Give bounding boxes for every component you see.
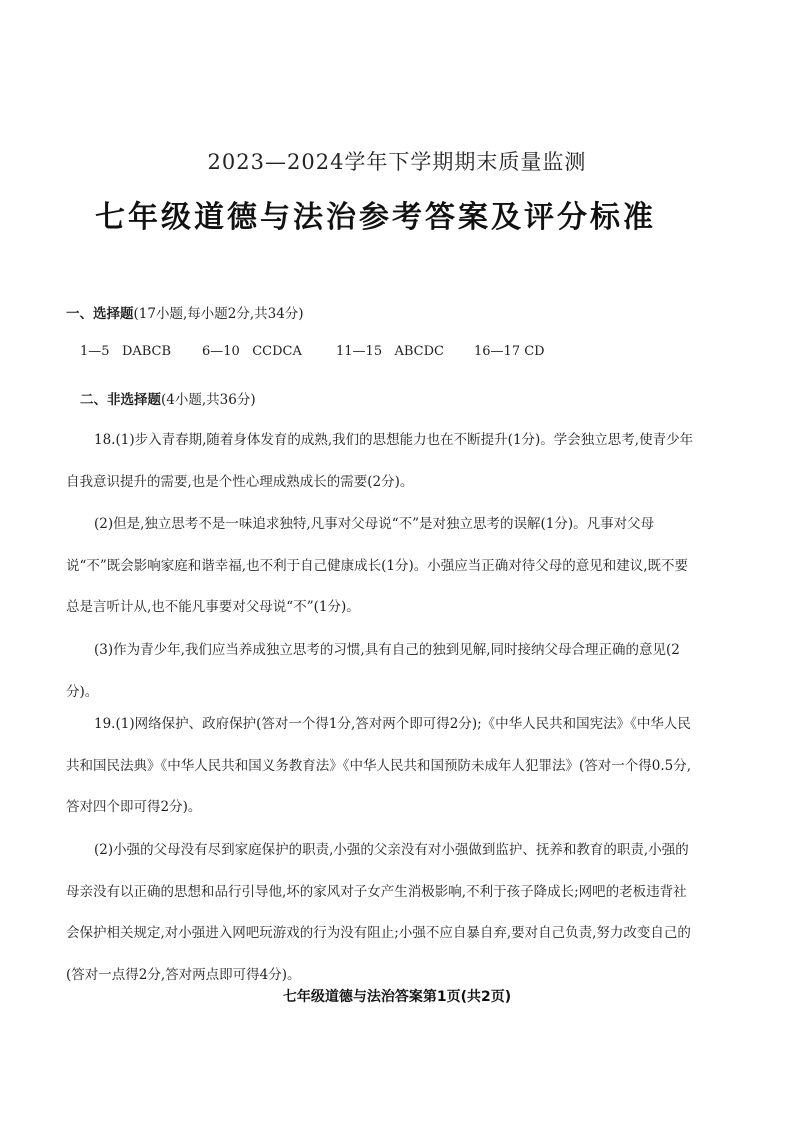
q18-part3: (3)作为青少年,我们应当养成独立思考的习惯,具有自己的独到见解,同时接纳父母合理正确的意见(2分)。: [66, 642, 680, 700]
exam-subtitle: 2023—2024学年下学期期末质量监测: [207, 150, 587, 174]
answer-range: 1—5: [80, 344, 110, 359]
answer-range: 6—10: [202, 344, 240, 359]
q19-part2: (2)小强的父母没有尽到家庭保护的职责,小强的父亲没有对小强做到监护、抚养和教育的职责,小强的母亲没有以正确的思想和品行引导他,坏的家风对子女产生消极影响,不利于孩子降成长;网吧的老板违背社会保护相关规定,对小强进入网吧玩游戏的行为没有阻止;小强不应自暴自弃,要对自己负责,努力改变自己的(答对一点得2分,答对两点即可得4分)。: [66, 842, 691, 983]
answer-group-2: [202, 344, 302, 359]
page-title: 七年级道德与法治参考答案及评分标准: [95, 200, 656, 235]
answer-group-4: [474, 344, 545, 359]
section-1-heading: 一、选择题: [66, 306, 134, 322]
section-2-note: (4小题,共36分): [161, 392, 256, 408]
answer-group-1: [80, 344, 171, 359]
multiple-choice-answers: [80, 344, 680, 368]
answer-letters: CD: [524, 344, 545, 359]
answer-letters: ABCDC: [394, 344, 444, 359]
section-2-heading: 二、非选择题: [80, 392, 161, 408]
page-footer: 七年级道德与法治答案第1页(共2页): [282, 989, 512, 1005]
answer-range: 16—17: [474, 344, 521, 359]
section-1-note: (17小题,每小题2分,共34分): [133, 306, 304, 322]
section-2-header: [80, 380, 714, 422]
section-1-header: [66, 294, 700, 336]
q19-part1: 19.(1)网络保护、政府保护(答对一个得1分,答对两个即可得2分);《中华人民共和国宪法》《中华人民共和国民法典》《中华人民共和国义务教育法》《中华人民共和国预防未成年人犯罪法》(答对一个得0.5分,答对四个即可得2分)。: [66, 716, 692, 815]
answer-range: 11—15: [336, 344, 383, 359]
answer-letters: CCDCA: [252, 344, 302, 359]
answer-letters: DABCB: [121, 344, 172, 359]
answer-group-3: [336, 344, 444, 359]
q18-part1: 18.(1)步入青春期,随着身体发育的成熟,我们的思想能力也在不断提升(1分)。学会独立思考,使青少年自我意识提升的需要,也是个性心理成熟成长的需要(2分)。: [66, 432, 694, 490]
q18-part2: (2)但是,独立思考不是一味追求独特,凡事对父母说“不”是对独立思考的误解(1分)。凡事对父母说“不”既会影响家庭和谐幸福,也不利于自己健康成长(1分)。小强应当正确对待父母的意见和建议,既不要总是言听计从,也不能凡事要对父母说“不”(1分)。: [66, 516, 689, 615]
